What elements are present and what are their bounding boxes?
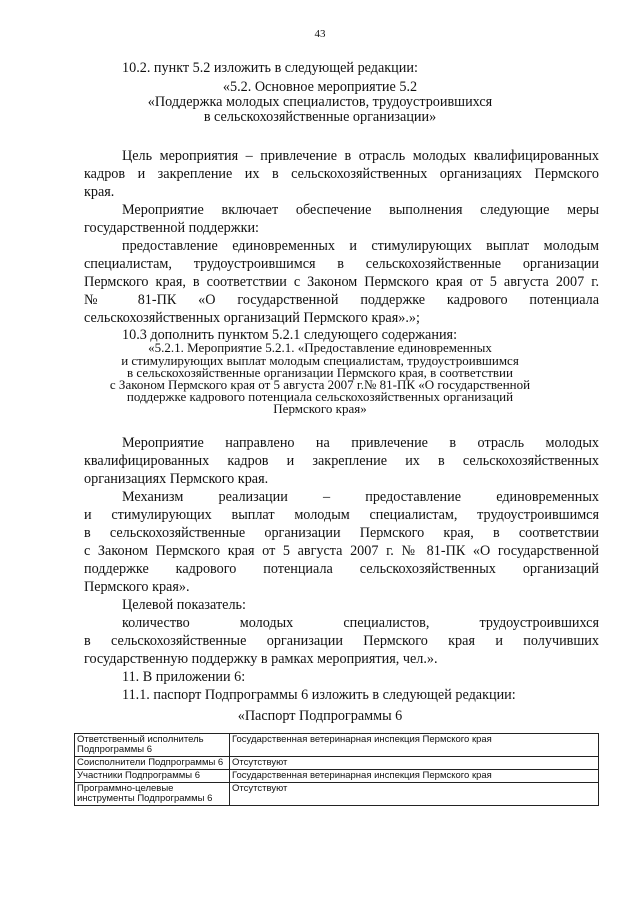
paragraph-line: 11.1. паспорт Подпрограммы 6 изложить в следующей редакции: xyxy=(122,687,516,703)
paragraph-line: № 81-ПК «О государственной поддержке кадрового потенциала xyxy=(84,292,599,308)
section-heading: Пермского края» xyxy=(273,401,367,416)
paragraph-line: и стимулирующих выплат молодым специалистам, трудоустроившимся xyxy=(84,507,599,523)
paragraph-line: организациях Пермского края. xyxy=(84,471,269,487)
page-number: 43 xyxy=(314,28,326,40)
row-label: Участники Подпрограммы 6 xyxy=(75,770,230,783)
section-heading: «Поддержка молодых специалистов, трудоустроившихся xyxy=(147,94,493,110)
row-value: Государственная ветеринарная инспекция Пермского края xyxy=(230,734,599,757)
paragraph-line: Мероприятие включает обеспечение выполнения следующие меры xyxy=(122,202,599,218)
paragraph-line: в сельскохозяйственные организации Пермского края, в соответствии xyxy=(84,525,599,541)
row-value: Государственная ветеринарная инспекция Пермского края xyxy=(230,770,599,783)
section-heading: в сельскохозяйственные организации Пермского края, в соответствии xyxy=(127,365,513,380)
paragraph-line: поддержке кадрового потенциала сельскохозяйственных организаций xyxy=(84,561,599,577)
paragraph-line: 10.3 дополнить пунктом 5.2.1 следующего содержания: xyxy=(122,327,458,343)
section-heading: и стимулирующих выплат молодым специалистам, трудоустроившимся xyxy=(121,353,519,368)
paragraph-line: специалистам, трудоустроившимся в сельскохозяйственные организации xyxy=(84,256,599,272)
table-row xyxy=(75,734,599,757)
paragraph-line: государственной поддержки: xyxy=(84,220,259,236)
paragraph-line: с Законом Пермского края от 5 августа 2007 г. № 81-ПК «О государственной xyxy=(84,543,599,559)
section-heading: поддержке кадрового потенциала сельскохозяйственных организаций xyxy=(126,389,514,404)
paragraph-line: 11. В приложении 6: xyxy=(122,669,246,685)
row-value: Отсутствуют xyxy=(230,783,599,806)
paragraph-line: Мероприятие направлено на привлечение в отрасль молодых xyxy=(122,435,599,451)
paragraph-line: в сельскохозяйственные организации Пермского края и получивших xyxy=(84,633,599,649)
paragraph-line: предоставление единовременных и стимулирующих выплат молодым xyxy=(122,238,599,254)
row-label: Ответственный исполнитель Подпрограммы 6 xyxy=(75,734,230,757)
table-row xyxy=(75,770,599,783)
section-heading: в сельскохозяйственные организации» xyxy=(203,109,437,125)
paragraph-line: Цель мероприятия – привлечение в отрасль молодых квалифицированных xyxy=(122,148,599,164)
paragraph-line: Пермского края». xyxy=(84,579,190,595)
table-row xyxy=(75,757,599,770)
paragraph-line: Механизм реализации – предоставление единовременных xyxy=(122,489,599,505)
paragraph-line: кадров и закрепление их в сельскохозяйственных организациях Пермского xyxy=(84,166,599,182)
section-heading: с Законом Пермского края от 5 августа 2007 г.№ 81-ПК «О государственной xyxy=(109,377,531,392)
paragraph-line: Целевой показатель: xyxy=(122,597,246,613)
section-heading: «5.2.1. Мероприятие 5.2.1. «Предоставление единовременных xyxy=(148,340,492,355)
paragraph-line: государственную поддержку в рамках мероприятия, чел.». xyxy=(84,651,438,667)
section-heading: «5.2. Основное мероприятие 5.2 xyxy=(222,79,418,95)
passport-table xyxy=(74,733,599,806)
paragraph-line: 10.2. пункт 5.2 изложить в следующей редакции: xyxy=(122,60,418,76)
table-row xyxy=(75,783,599,806)
paragraph-line: края. xyxy=(84,184,115,200)
row-label: Программно-целевые инструменты Подпрограммы 6 xyxy=(75,783,230,806)
paragraph-line: Пермского края, в соответствии с Законом Пермского края от 5 августа 2007 г. xyxy=(84,274,599,290)
row-label: Соисполнители Подпрограммы 6 xyxy=(75,757,230,770)
paragraph-line: квалифицированных кадров и закрепление их в сельскохозяйственных xyxy=(84,453,599,469)
paragraph-line: сельскохозяйственных организаций Пермского края».»; xyxy=(84,310,420,326)
row-value: Отсутствуют xyxy=(230,757,599,770)
paragraph-line: количество молодых специалистов, трудоустроившихся xyxy=(122,615,599,631)
table-title: «Паспорт Подпрограммы 6 xyxy=(237,708,403,724)
